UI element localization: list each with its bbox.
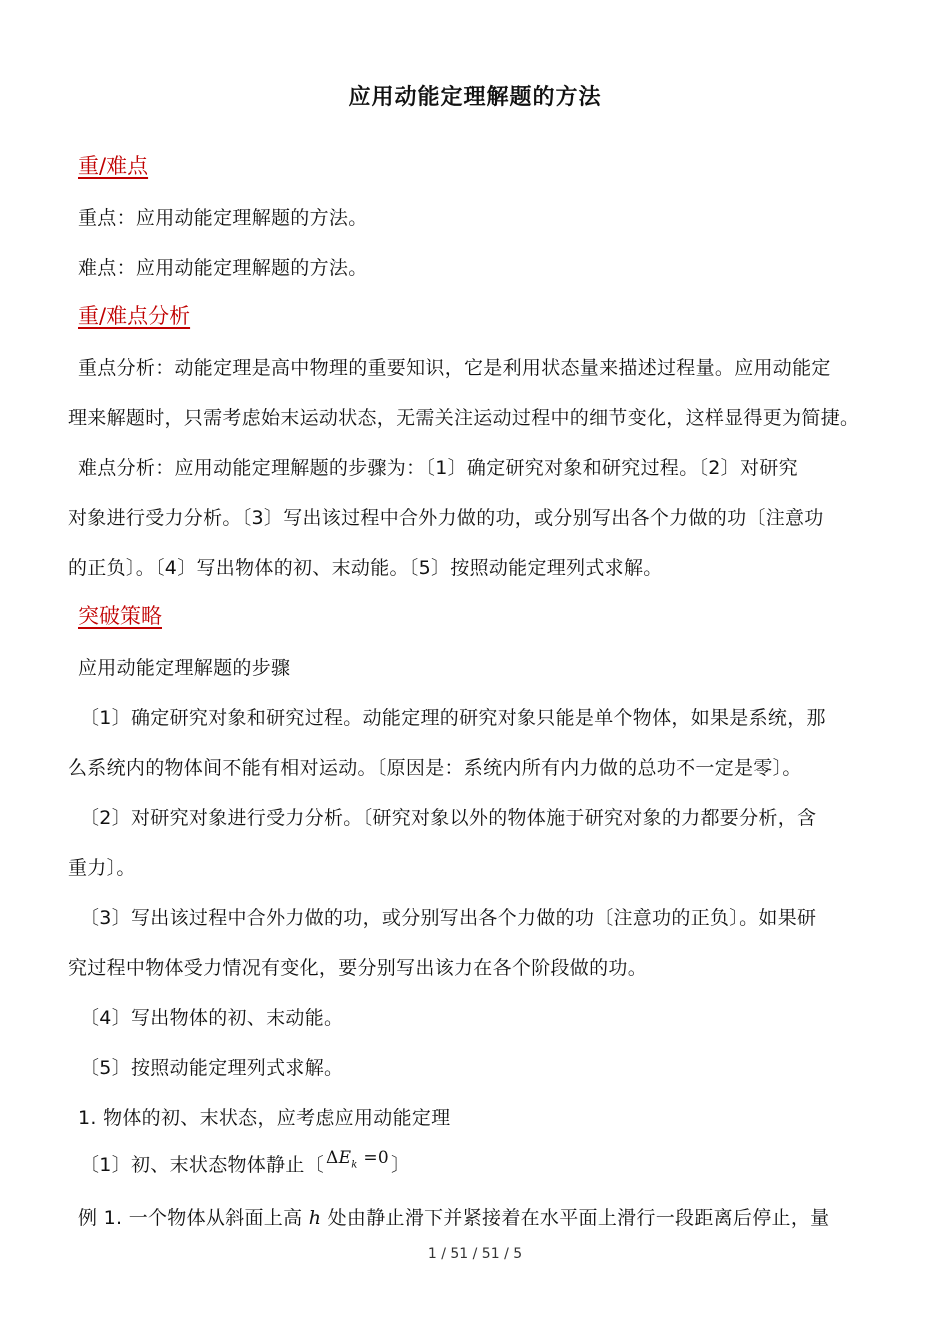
sub-point-prefix: 〔1〕初、末状态物体静止〔 (80, 1154, 324, 1176)
document-title: 应用动能定理解题的方法 (348, 85, 602, 110)
page-number: 1 / 51 / 51 / 5 (427, 1246, 523, 1262)
section-heading-analysis: 重/难点分析 (78, 304, 191, 328)
difficulty-text: 难点：应用动能定理解题的方法。 (78, 257, 368, 279)
sub-point-suffix: 〕 (391, 1154, 411, 1176)
point-heading: 1. 物体的初、末状态，应考虑应用动能定理 (78, 1107, 451, 1129)
step-line: 〔5〕按照动能定理列式求解。 (80, 1057, 344, 1079)
step-line: 么系统内的物体间不能有相对运动。〔原因是：系统内所有内力做的总功不一定是零〕。 (68, 757, 802, 779)
analysis-paragraph-line: 重点分析：动能定理是高中物理的重要知识，它是利用状态量来描述过程量。应用动能定 (78, 357, 831, 379)
section-heading-focus: 重/难点 (78, 154, 149, 178)
focus-text: 重点：应用动能定理解题的方法。 (78, 207, 368, 229)
sub-point-line (80, 1150, 410, 1178)
analysis-paragraph-line: 难点分析：应用动能定理解题的步骤为：〔1〕确定研究对象和研究过程。〔2〕对研究 (78, 457, 798, 479)
section-heading-strategy: 突破策略 (78, 604, 162, 628)
analysis-paragraph-line: 理来解题时，只需考虑始末运动状态，无需关注运动过程中的细节变化，这样显得更为简捷。 (68, 407, 860, 429)
step-line: 〔1〕确定研究对象和研究过程。动能定理的研究对象只能是单个物体，如果是系统，那 (80, 707, 826, 729)
analysis-paragraph-line: 的正负〕。〔4〕写出物体的初、末动能。〔5〕按照动能定理列式求解。 (68, 557, 663, 579)
step-line: 〔2〕对研究对象进行受力分析。〔研究对象以外的物体施于研究对象的力都要分析，含 (80, 807, 817, 829)
step-line: 〔3〕写出该过程中合外力做的功，或分别写出各个力做的功〔注意功的正负〕。如果研 (80, 907, 817, 929)
example-line: 例 1. 一个物体从斜面上高 h 处由静止滑下并紧接着在水平面上滑行一段距离后停止，量 (78, 1207, 830, 1229)
analysis-paragraph-line: 对象进行受力分析。〔3〕写出该过程中合外力做的功，或分别写出各个力做的功〔注意功 (68, 507, 824, 529)
delta-ek-formula: $\Delta E_k =0$ (326, 1148, 390, 1171)
steps-title: 应用动能定理解题的步骤 (78, 657, 291, 679)
step-line: 〔4〕写出物体的初、末动能。 (80, 1007, 344, 1029)
step-line: 究过程中物体受力情况有变化，要分别写出该力在各个阶段做的功。 (68, 957, 648, 979)
step-line: 重力〕。 (68, 857, 136, 879)
